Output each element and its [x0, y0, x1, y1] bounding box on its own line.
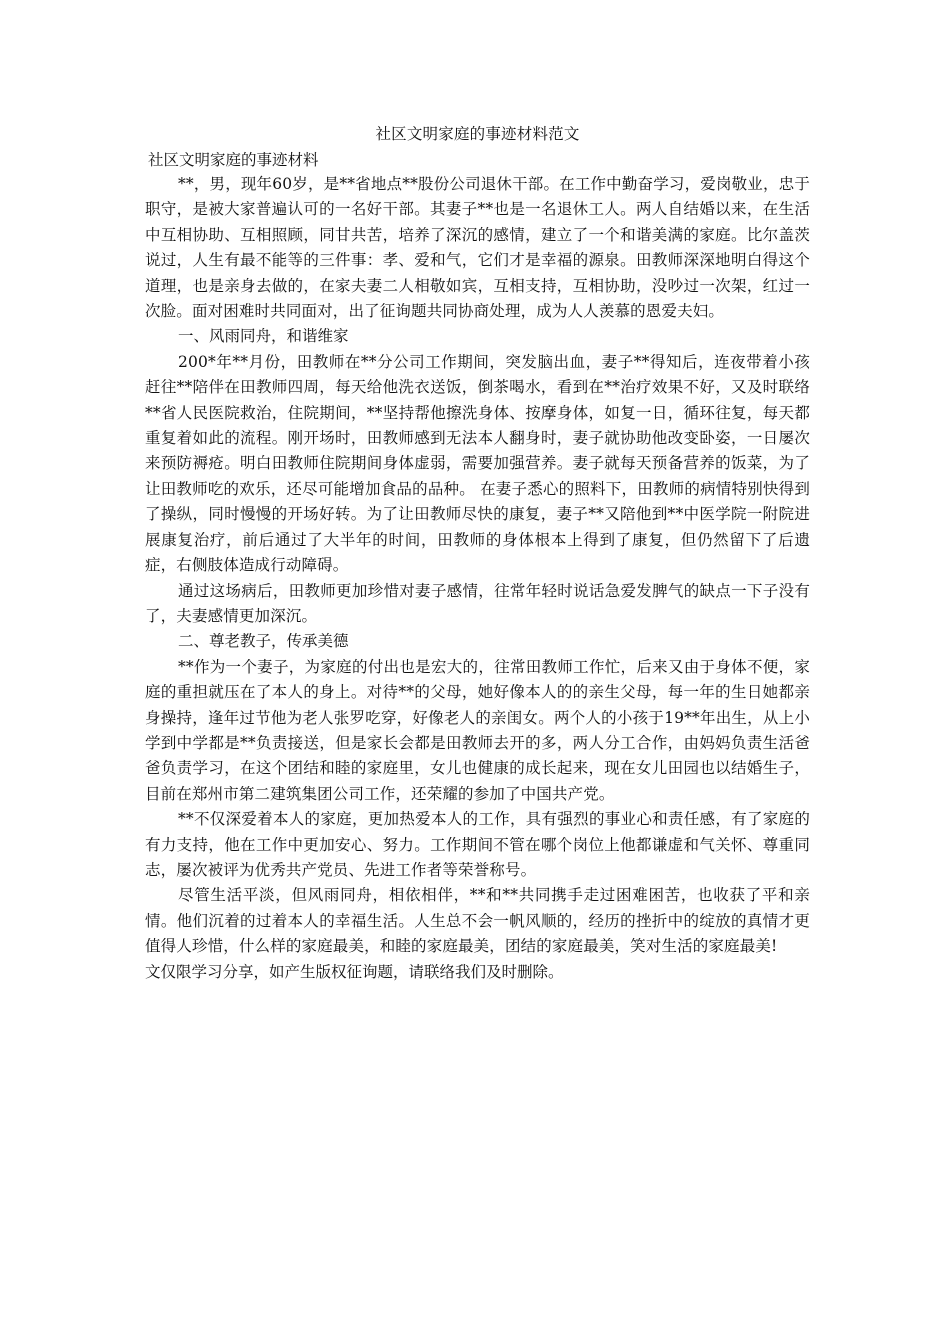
paragraph-conclusion: 尽管生活平淡，但风雨同舟，相依相伴，**和**共同携手走过困难困苦，也收获了平和亲情。他们沉着的过着本人的幸福生活。人生总不会一帆风顺的，经历的挫折中的绽放的真情才更值得人珍惜，什么样的家庭最美，和睦的家庭最美，团结的家庭最美，笑对生活的家庭最美! — [145, 886, 810, 956]
document-title: 社区文明家庭的事迹材料范文 — [375, 125, 580, 143]
paragraph-after-illness: 通过这场病后，田教师更加珍惜对妻子感情，往常年轻时说话急爱发脾气的缺点一下子没有了，夫妻感情更加深沉。 — [145, 581, 810, 625]
document-page — [145, 122, 810, 985]
copyright-notice: 文仅限学习分享，如产生版权征询题，请联络我们及时删除。 — [145, 962, 564, 981]
section-heading-2: 二、尊老教子，传承美德 — [178, 632, 349, 651]
section-heading-1: 一、风雨同舟，和谐维家 — [178, 327, 349, 346]
paragraph-work: **不仅深爱着本人的家庭，更加热爱本人的工作，具有强烈的事业心和责任感，有了家庭的有力支持，他在工作中更加安心、努力。工作期间不管在哪个岗位上他都谦虚和气关怀、尊重同志，屡次被评为优秀共产党员、先进工作者等荣誉称号。 — [145, 810, 810, 879]
paragraph-illness: 200*年**月份，田教师在**分公司工作期间，突发脑出血，妻子**得知后，连夜带着小孩赶往**陪伴在田教师四周，每天给他洗衣送饭，倒茶喝水，看到在**治疗效果不好，又及时联络**省人民医院救治，住院期间，**坚持帮他擦洗身体、按摩身体，如复一日，循环往复，每天都重复着如此的流程。刚开场时，田教师感到无法本人翻身时，妻子就协助他改变卧姿，一日屡次来预防褥疮。明白田教师住院期间身体虚弱，需要加强营养。妻子就每天预备营养的饭菜，为了让田教师吃的欢乐，还尽可能增加食品的品种。 在妻子悉心的照料下，田教师的病情特别快得到了操纵，同时慢慢的开场好转。为了让田教师尽快的康复，妻子**又陪他到**中医学院一附院进展康复治疗，前后通过了大半年的时间，田教师的身体根本上得到了康复，但仍然留下了后遗症，右侧肢体造成行动障碍。 — [145, 352, 810, 575]
paragraph-intro: **，男，现年60岁，是**省地点**股份公司退休干部。在工作中勤奋学习，爱岗敬业，忠于职守，是被大家普遍认可的一名好干部。其妻子**也是一名退休工人。两人自结婚以来，在生活中互相协助、互相照顾，同甘共苦，培养了深沉的感情，建立了一个和谐美满的家庭。比尔盖茨说过，人生有最不能等的三件事：孝、爱和气，它们才是幸福的源泉。田教师深深地明白得这个道理，也是亲身去做的，在家夫妻二人相敬如宾，互相支持，互相协助，没吵过一次架，红过一次脸。面对困难时共同面对，出了征询题共同协商处理，成为人人羡慕的恩爱夫妇。 — [145, 175, 810, 321]
document-subtitle: 社区文明家庭的事迹材料 — [148, 151, 319, 169]
paragraph-wife: **作为一个妻子，为家庭的付出也是宏大的，往常田教师工作忙，后来又由于身体不便，家庭的重担就压在了本人的身上。对待**的父母，她好像本人的的亲生父母，每一年的生日她都亲身操持，逢年过节他为老人张罗吃穿，好像老人的亲闺女。两个人的小孩于19**年出生，从上小学到中学都是**负责接送，但是家长会都是田教师去开的多，两人分工合作，由妈妈负责生活爸爸负责学习，在这个团结和睦的家庭里，女儿也健康的成长起来，现在女儿田园也以结婚生子，目前在郑州市第二建筑集团公司工作，还荣耀的参加了中国共产党。 — [145, 657, 810, 803]
